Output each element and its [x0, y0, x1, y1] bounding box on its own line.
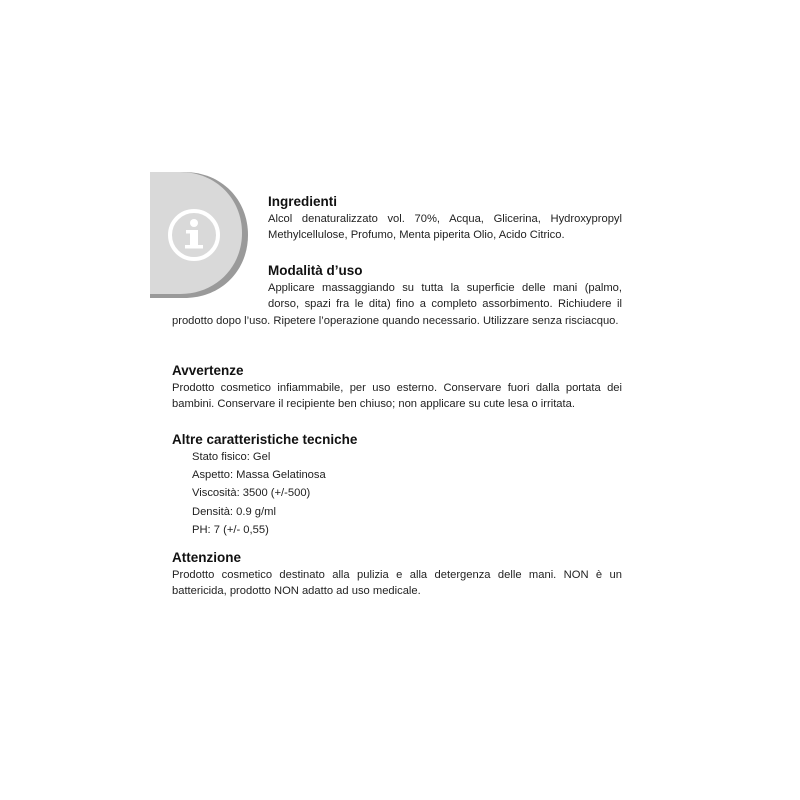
- section-title-ingredienti: Ingredienti: [268, 194, 338, 209]
- modalita-text-line2: dorso, spazi fra le dita) fino a completo assorbimento. Richiudere il: [268, 298, 622, 310]
- attenzione-text: Prodotto cosmetico destinato alla pulizia e alla detergenza delle mani. NON è un battericida, prodotto NON adatto ad uso medicale.: [172, 569, 622, 598]
- spec-item: Aspetto: Massa Gelatinosa: [192, 469, 326, 482]
- spec-item: PH: 7 (+/- 0,55): [192, 523, 269, 536]
- spec-item: Viscosità: 3500 (+/-500): [192, 487, 311, 500]
- info-icon: [150, 172, 250, 298]
- modalita-text-rest: prodotto dopo l’uso. Ripetere l’operazione quando necessario. Utilizzare senza risciacquo.: [172, 315, 619, 327]
- section-title-avvertenze: Avvertenze: [172, 363, 244, 378]
- ingredienti-text: Alcol denaturalizzato vol. 70%, Acqua, Glicerina, Hydroxypropyl Methylcellulose, Profumo, Menta piperita Olio, Acido Citrico.: [268, 213, 622, 242]
- specs-list: [192, 448, 326, 539]
- modalita-text-line1: Applicare massaggiando su tutta la superficie delle mani (palmo,: [268, 282, 622, 294]
- spec-item: Stato fisico: Gel: [192, 451, 271, 463]
- section-title-caratteristiche: Altre caratteristiche tecniche: [172, 432, 358, 447]
- avvertenze-text: Prodotto cosmetico infiammabile, per uso esterno. Conservare fuori dalla portata dei bambini. Conservare il recipiente ben chiuso; non applicare su cute lesa o irritata.: [172, 382, 622, 411]
- spec-item: Densità: 0.9 g/ml: [192, 505, 276, 518]
- section-title-attenzione: Attenzione: [172, 550, 241, 565]
- section-title-modalita: Modalità d’uso: [268, 263, 363, 278]
